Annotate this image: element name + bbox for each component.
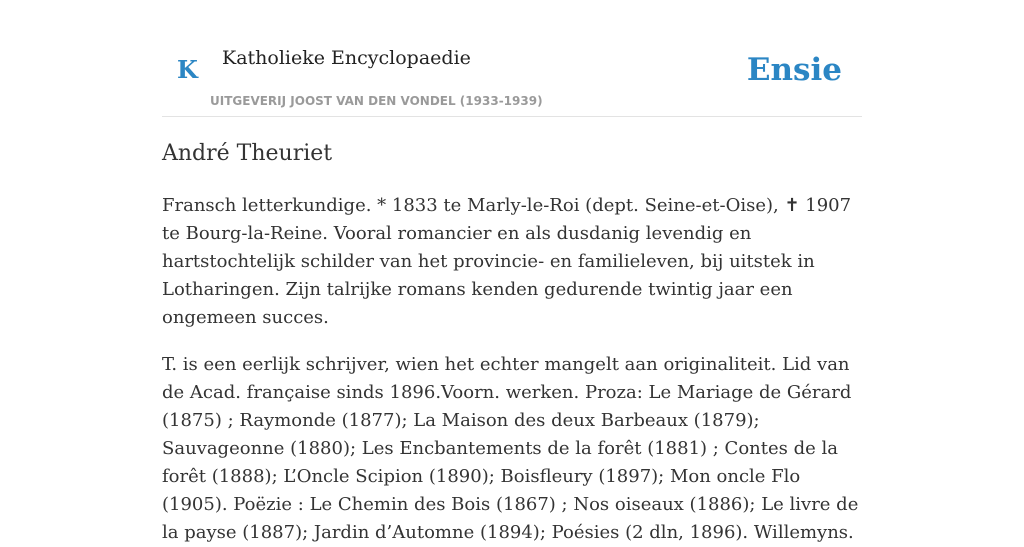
logo-icon[interactable]: K [177,55,198,84]
article-paragraph: T. is een eerlijk schrijver, wien het echter mangelt aan originaliteit. Lid van de Acad. française sinds 1896.Voorn. werken. Proza: Le Mariage de Gérard (1875) ; Raymonde (1877); La Maison des deux Barbeaux (1879); Sauvageonne (1880); Les Encbantements de la forêt (1881) ; Contes de la forêt (1888); L’Oncle Scipion (1890); Boisfleury (1897); Mon oncle Flo (1905). Poëzie : Le Chemin des Bois (1867) ; Nos oiseaux (1886); Le livre de la payse (1887); Jardin d’Automne (1894); Poésies (2 dln, 1896). Willemyns. [162,354,859,543]
ensie-brand-link[interactable]: Ensie [746,52,842,88]
article-paragraph: Fransch letterkundige. * 1833 te Marly-le-Roi (dept. Seine-et-Oise), ✝ 1907 te Bourg-la-Reine. Vooral romancier en als dusdanig levendig en hartstochtelijk schilder van het provincie- en familieleven, bij uitstek in Lotharingen. Zijn talrijke romans kenden gedurende twintig jaar een ongemeen succes. [162,195,852,328]
publisher-subtitle: UITGEVERIJ JOOST VAN DEN VONDEL (1933-1939) [210,94,543,108]
site-header [162,0,862,117]
article-title: André Theuriet [162,141,333,166]
site-title[interactable]: Katholieke Encyclopaedie [222,47,471,69]
article [162,137,862,547]
